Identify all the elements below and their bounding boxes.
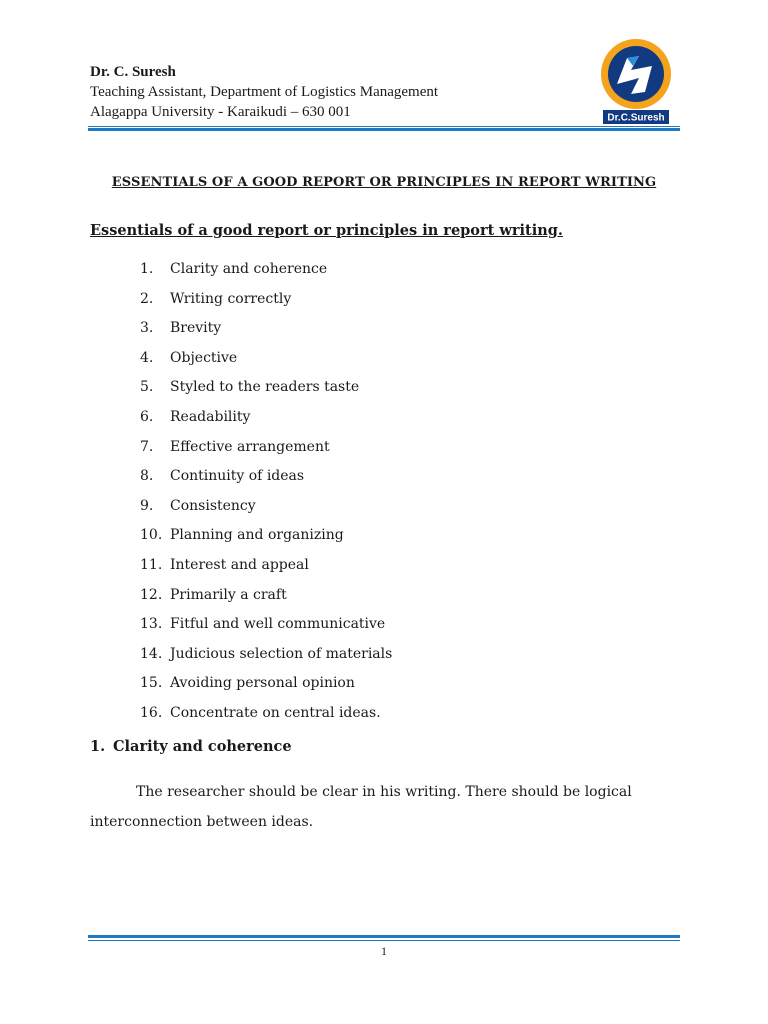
page-number: 1 bbox=[381, 944, 387, 958]
list-item bbox=[140, 259, 392, 289]
list-item bbox=[140, 585, 392, 615]
list-item-number: 7. bbox=[140, 438, 154, 455]
logo-caption: Dr.C.Suresh bbox=[607, 112, 665, 124]
section-heading bbox=[90, 738, 292, 755]
list-item bbox=[140, 466, 392, 496]
list-item-text: Writing correctly bbox=[170, 290, 292, 307]
list-item-number: 9. bbox=[140, 497, 154, 514]
list-item-text: Clarity and coherence bbox=[170, 261, 328, 277]
header-divider bbox=[88, 126, 680, 132]
list-item bbox=[140, 496, 392, 526]
list-item-number: 16. bbox=[140, 704, 163, 721]
essentials-list bbox=[140, 259, 392, 733]
list-item-number: 6. bbox=[140, 408, 154, 425]
list-item-number: 5. bbox=[140, 379, 154, 396]
list-item bbox=[140, 673, 392, 703]
list-item-text: Brevity bbox=[170, 320, 222, 337]
list-item bbox=[140, 703, 392, 733]
list-item-text: Readability bbox=[170, 408, 251, 425]
list-item-text: Planning and organizing bbox=[170, 527, 344, 544]
list-item-number: 2. bbox=[140, 290, 154, 307]
list-item-number: 12. bbox=[140, 586, 163, 603]
list-item bbox=[140, 614, 392, 644]
list-item-text: Primarily a craft bbox=[170, 586, 287, 603]
list-item-number: 3. bbox=[140, 320, 154, 337]
list-item-text: Consistency bbox=[170, 497, 256, 514]
author-institution: Alagappa University - Karaikudi – 630 001 bbox=[90, 104, 351, 120]
document-title: ESSENTIALS OF A GOOD REPORT OR PRINCIPLES IN REPORT WRITING bbox=[111, 175, 657, 190]
section-body-text: The researcher should be clear in his writing. There should be logical interconnection between ideas. bbox=[90, 784, 632, 830]
section-body bbox=[90, 777, 650, 837]
list-item bbox=[140, 407, 392, 437]
list-item-text: Concentrate on central ideas. bbox=[170, 704, 381, 721]
section-subheading: Essentials of a good report or principles in report writing. bbox=[90, 222, 563, 239]
section-heading-text: Clarity and coherence bbox=[113, 738, 292, 755]
list-item-text: Objective bbox=[170, 349, 238, 366]
list-item bbox=[140, 644, 392, 674]
list-item-text: Fitful and well communicative bbox=[170, 616, 386, 633]
author-name: Dr. C. Suresh bbox=[90, 64, 176, 80]
list-item bbox=[140, 555, 392, 585]
list-item bbox=[140, 377, 392, 407]
list-item-number: 4. bbox=[140, 349, 154, 366]
list-item-number: 15. bbox=[140, 675, 163, 692]
footer-divider bbox=[88, 935, 680, 941]
list-item-number: 13. bbox=[140, 616, 163, 633]
list-item-number: 1. bbox=[140, 261, 154, 277]
list-item-text: Continuity of ideas bbox=[170, 468, 305, 485]
author-logo bbox=[597, 36, 675, 128]
list-item-number: 8. bbox=[140, 468, 154, 485]
author-position: Teaching Assistant, Department of Logistics Management bbox=[90, 84, 439, 100]
list-item-number: 10. bbox=[140, 527, 163, 544]
list-item-text: Styled to the readers taste bbox=[170, 379, 360, 396]
list-item-text: Judicious selection of materials bbox=[170, 645, 393, 662]
section-number: 1. bbox=[90, 738, 106, 755]
list-item-text: Effective arrangement bbox=[170, 438, 330, 455]
list-item bbox=[140, 348, 392, 378]
list-item bbox=[140, 437, 392, 467]
list-item-number: 14. bbox=[140, 645, 163, 662]
list-item bbox=[140, 318, 392, 348]
list-item bbox=[140, 289, 392, 319]
list-item-number: 11. bbox=[140, 556, 163, 573]
list-item-text: Avoiding personal opinion bbox=[170, 675, 355, 692]
list-item bbox=[140, 525, 392, 555]
list-item-text: Interest and appeal bbox=[170, 556, 309, 573]
